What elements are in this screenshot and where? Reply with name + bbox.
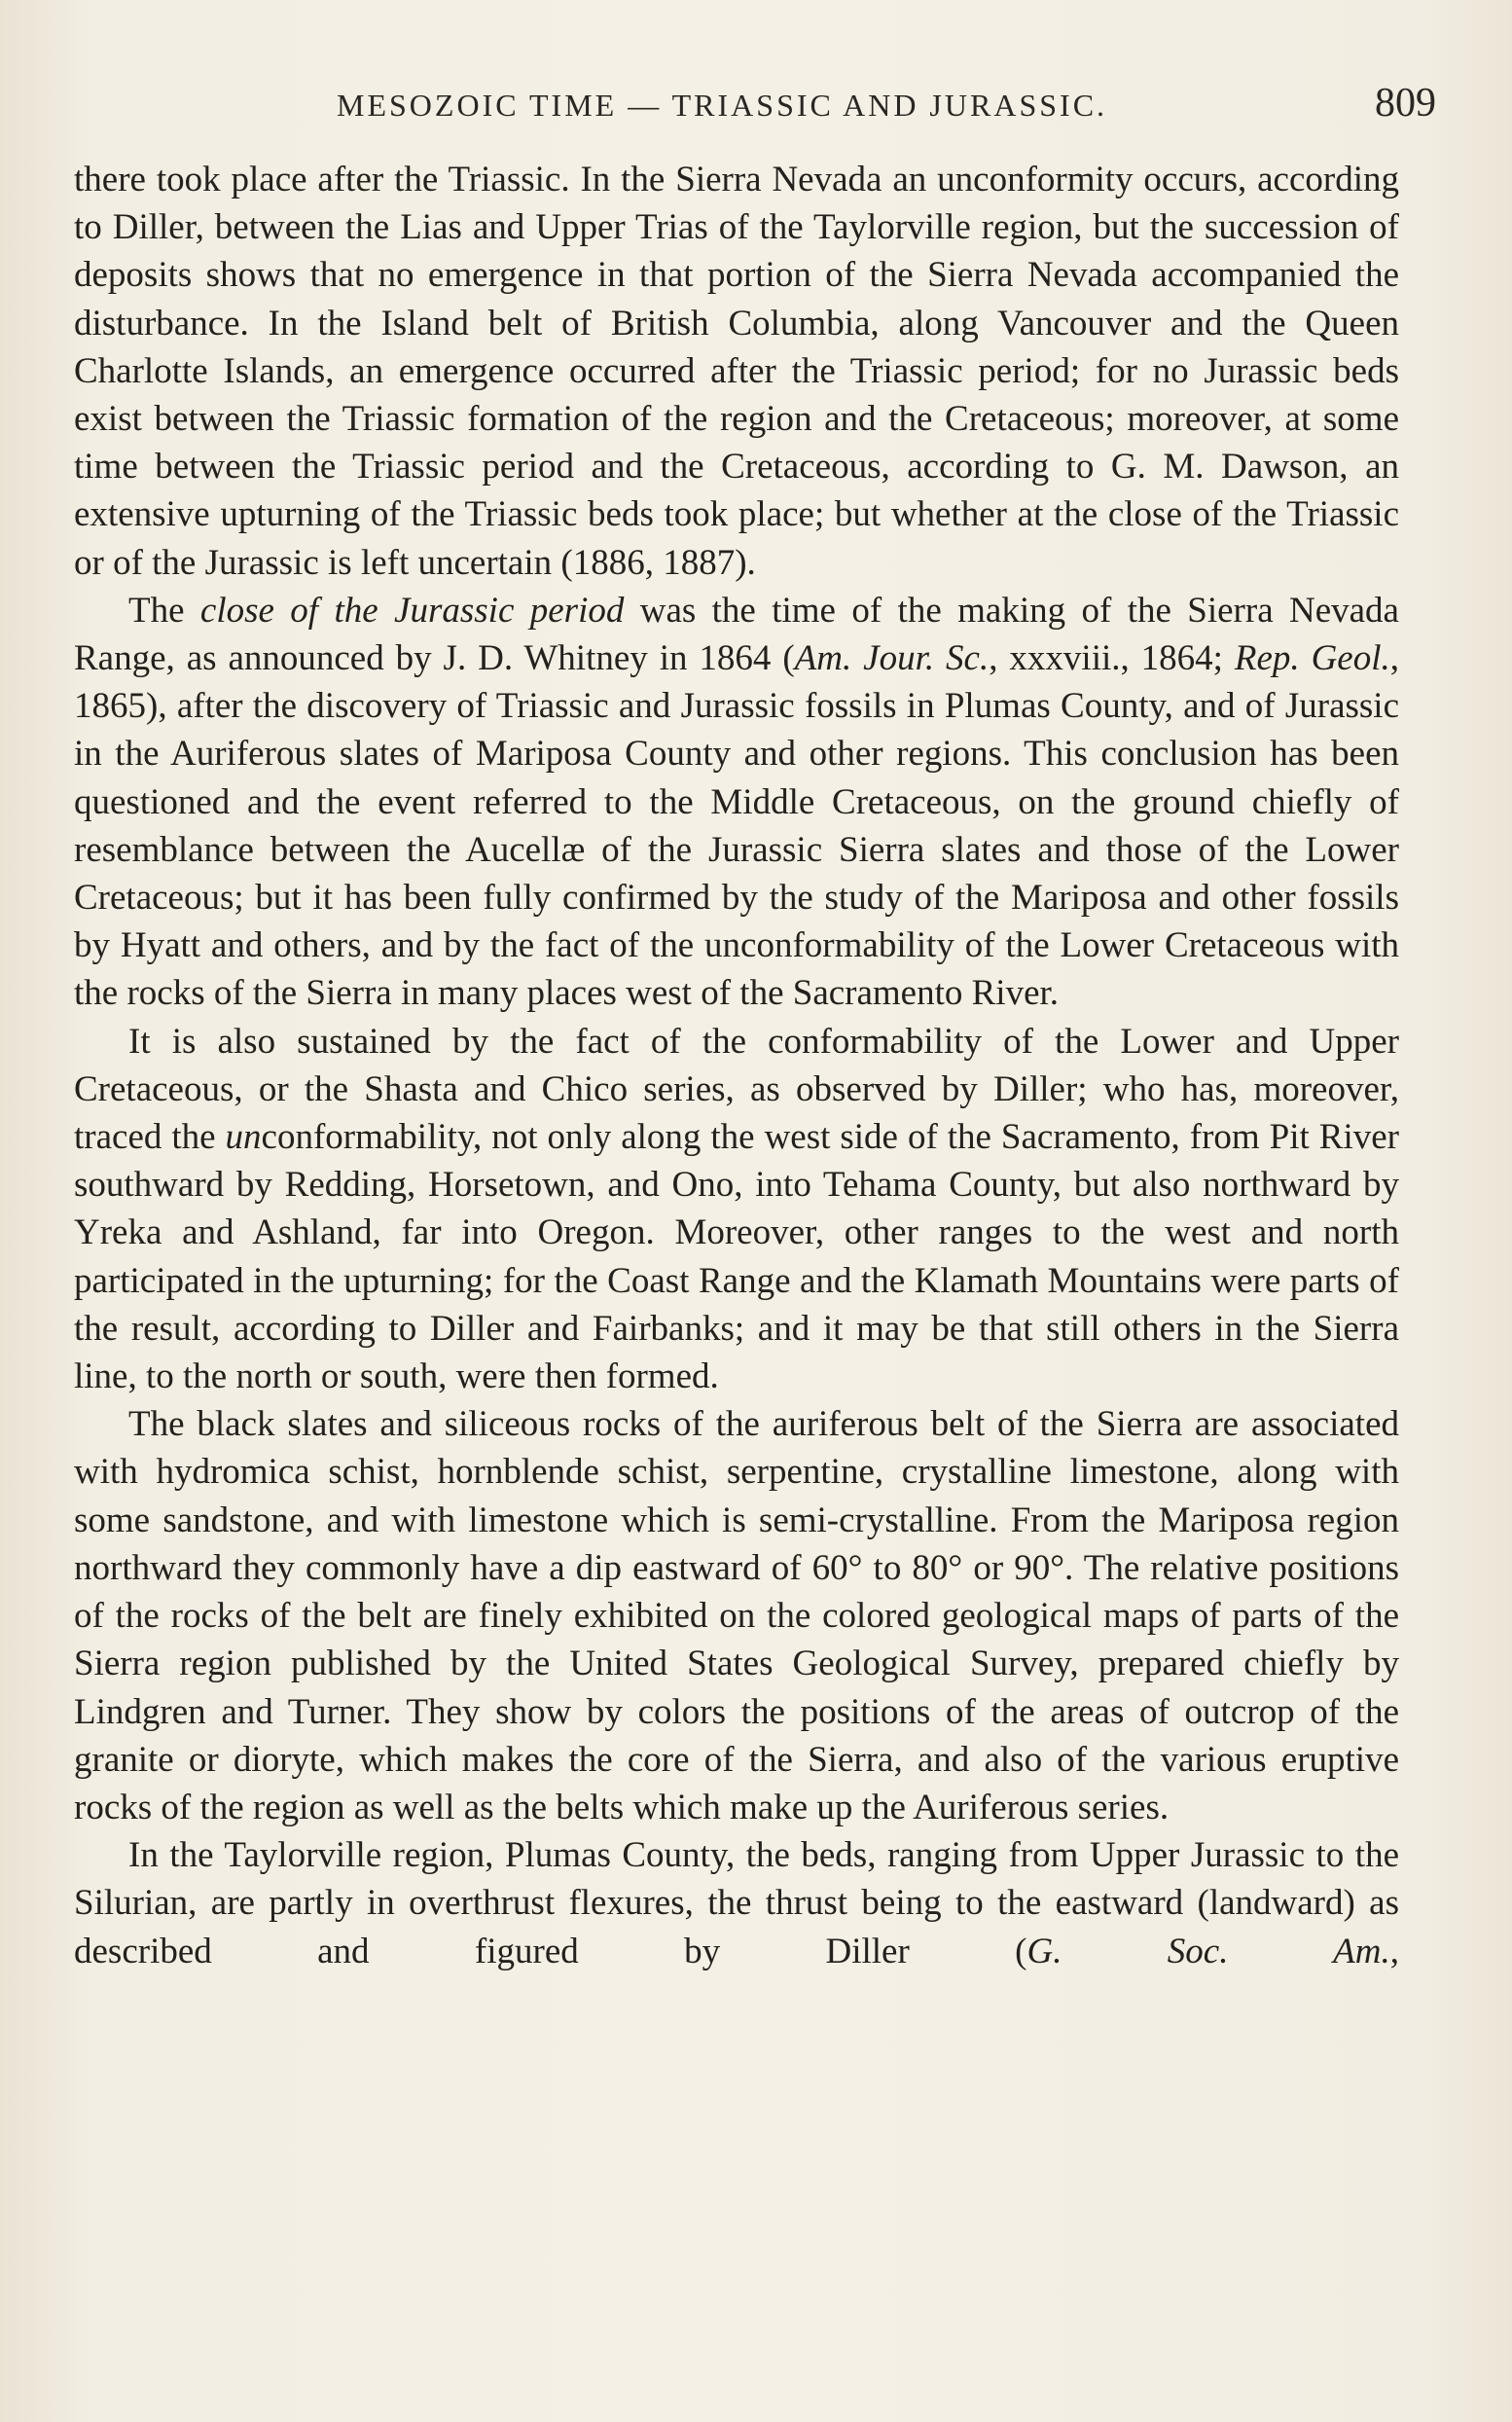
paragraph-5-italic-1: G. Soc. Am. xyxy=(1026,1931,1390,1971)
paragraph-4 xyxy=(74,1400,1399,1831)
paragraph-2-italic-2: Am. Jour. Sc. xyxy=(794,638,990,679)
paragraph-3-italic-1: un xyxy=(225,1117,262,1158)
paragraph-4-text: The black slates and siliceous rocks of the auriferous belt of the Sierra are associated with hydromica schist, hornblende schist, serpentine, crystalline limestone, along with some sandstone, and with limestone which is semi-crystalline. From the Mariposa region northward they commonly have a dip eastward of 60° to 80° or 90°. The relative positions of the rocks of the belt are finely exhibited on the colored geological maps of parts of the Sierra region published by the United States Geological Survey, prepared chiefly by Lindgren and Turner. They show by colors the positions of the areas of outcrop of the granite or dioryte, which makes the core of the Sierra, and also of the various eruptive rocks of the region as well as the belts which make up the Auriferous series. xyxy=(74,1404,1399,1827)
paragraph-5-text-1: In the Taylorville region, Plumas County, the beds, ranging from Upper Jurassic to the Silurian, are partly in overthrust flexures, the thrust being to the eastward (landward) as described and figured by Diller ( xyxy=(74,1835,1399,1971)
body-text xyxy=(74,156,1399,1975)
paragraph-2-italic-1: close of the Jurassic period xyxy=(199,590,625,631)
paragraph-2-text-1: The xyxy=(128,590,200,631)
paragraph-5-text-2: , xyxy=(1389,1931,1399,1971)
page-number: 809 xyxy=(1375,81,1436,126)
running-header xyxy=(74,80,1436,138)
paragraph-1-text: there took place after the Triassic. In the Sierra Nevada an unconformity occurs, according to Diller, between the Lias and Upper Trias of the Taylorville region, but the succession of deposits shows that no emergence in that portion of the Sierra Nevada accompanied the disturbance. In the Island belt of British Columbia, along Vancouver and the Queen Charlotte Islands, an emergence occurred after the Triassic period; for no Jurassic beds exist between the Triassic formation of the region and the Cretaceous; moreover, at some time between the Triassic period and the Cretaceous, according to G. M. Dawson, an extensive upturning of the Triassic beds took place; but whether at the close of the Triassic or of the Jurassic is left uncertain (1886, 1887). xyxy=(74,160,1399,583)
paragraph-1 xyxy=(74,156,1399,587)
paragraph-2-italic-3: Rep. Geol. xyxy=(1234,638,1390,679)
running-title: MESOZOIC TIME — TRIASSIC AND JURASSIC. xyxy=(337,88,1108,123)
paragraph-2 xyxy=(74,587,1399,1018)
paragraph-3 xyxy=(74,1018,1399,1401)
paragraph-3-text-1: It is also sustained by the fact of the conformability of the Lower and Upper Cretaceous, or the Shasta and Chico series, as observed by Diller; who has, moreover, traced the xyxy=(74,1021,1399,1158)
paragraph-2-text-3: , xxxviii., 1864; xyxy=(989,638,1235,679)
paragraph-5 xyxy=(74,1831,1399,1975)
paragraph-2-text-2: was the time of the making of the Sierra Nevada Range, as announced by J. D. Whitney in 1864 ( xyxy=(74,590,1399,679)
paragraph-2-text-4: , 1865), after the discovery of Triassic and Jurassic fossils in Plumas County, and of Jurassic in the Auriferous slates of Mariposa County and other regions. This conclusion has been questioned and the event referred to the Middle Cretaceous, on the ground chiefly of resemblance between the Aucellæ of the Jurassic Sierra slates and those of the Lower Cretaceous; but it has been fully confirmed by the study of the Mariposa and other fossils by Hyatt and others, and by the fact of the unconformability of the Lower Cretaceous with the rocks of the Sierra in many places west of the Sacramento River. xyxy=(74,638,1400,1014)
paragraph-3-text-2: conformability, not only along the west side of the Sacramento, from Pit River southward by Redding, Horsetown, and Ono, into Tehama County, but also northward by Yreka and Ashland, far into Oregon. Moreover, other ranges to the west and north participated in the upturning; for the Coast Range and the Klamath Mountains were parts of the result, according to Diller and Fairbanks; and it may be that still others in the Sierra line, to the north or south, were then formed. xyxy=(74,1117,1399,1397)
